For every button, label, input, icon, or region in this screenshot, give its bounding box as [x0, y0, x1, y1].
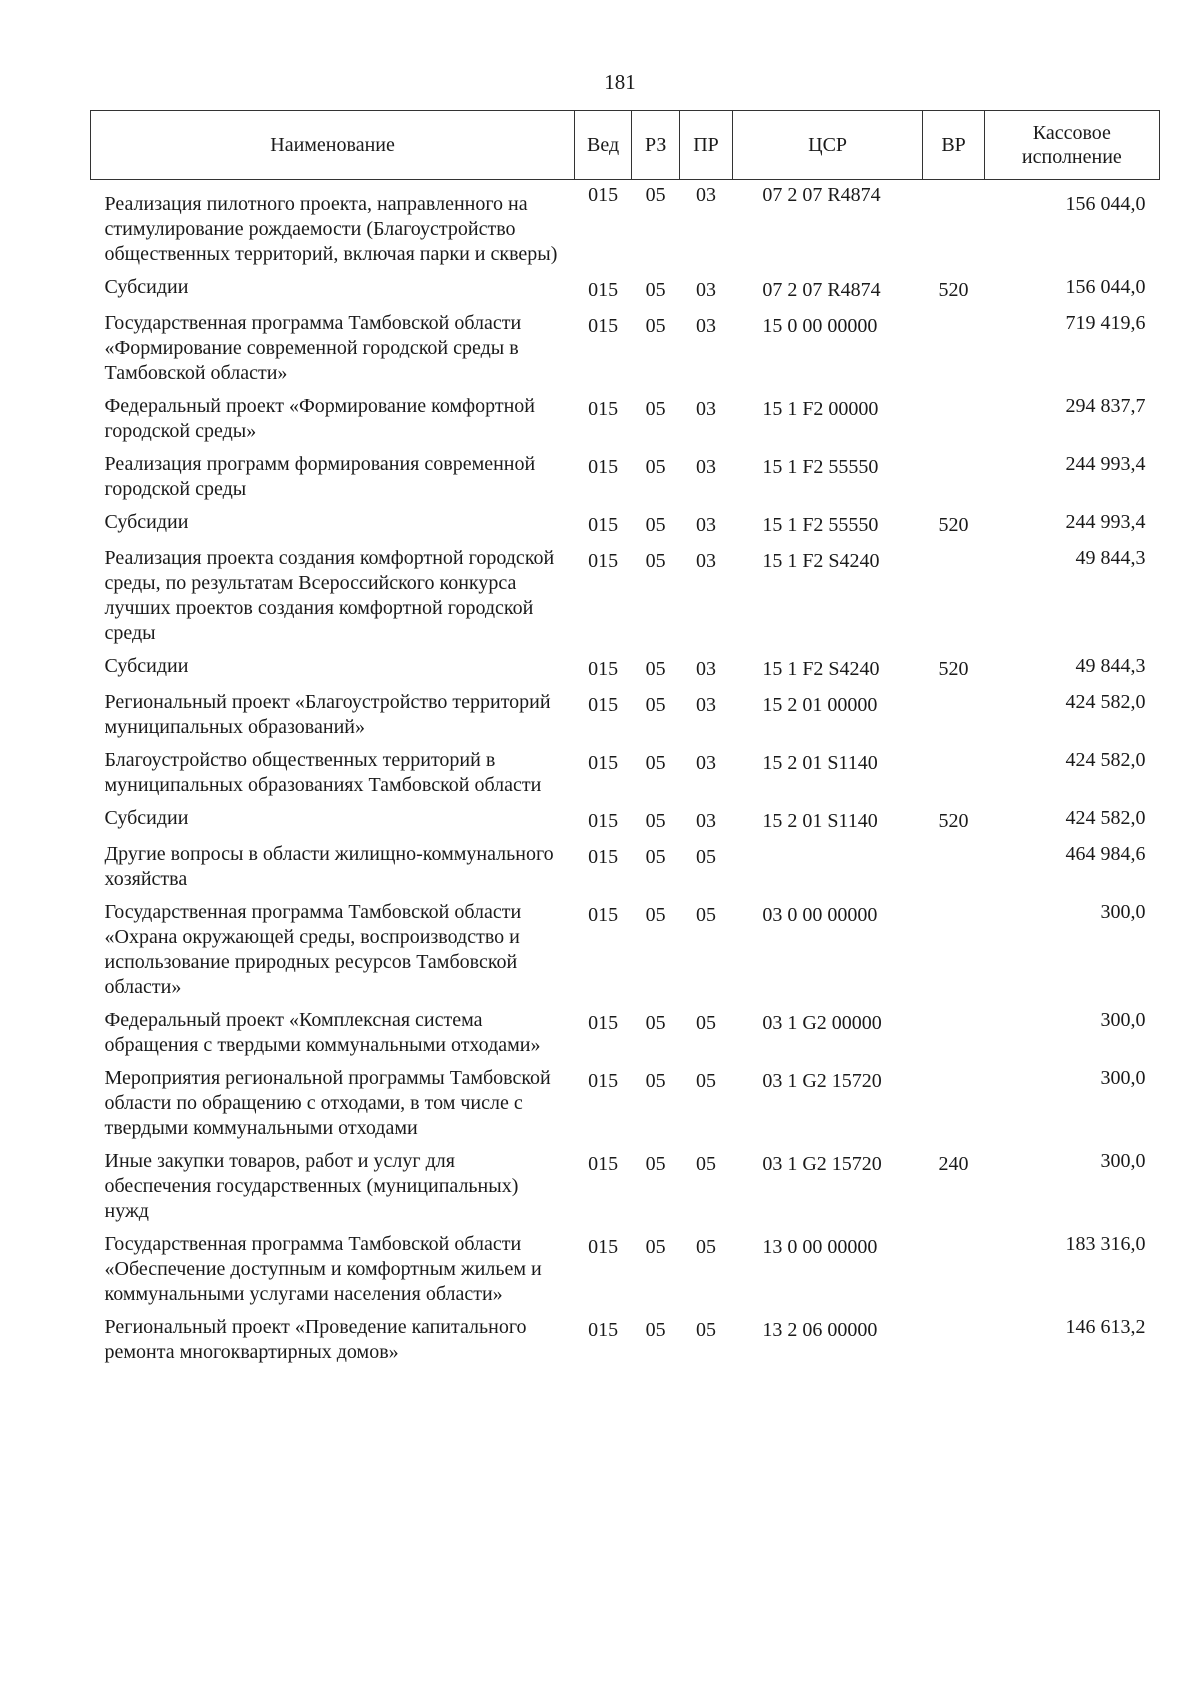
- cell-name: Государственная программа Тамбовской области «Охрана окружающей среды, воспроизводство и использование природных ресурсов Тамбовской области»: [104, 901, 522, 998]
- cell-sum: 300,0: [1100, 901, 1146, 923]
- cell-sum: 49 844,3: [1075, 655, 1146, 677]
- cell-vr: [923, 546, 984, 654]
- cell-ved: 015: [588, 398, 619, 420]
- cell-ved: 015: [588, 1070, 619, 1092]
- cell-pr: 05: [696, 1319, 717, 1341]
- table-header-row: [91, 111, 1160, 180]
- cell-name: Реализация пилотного проекта, направленного на стимулирование рождаемости (Благоустройство общественных территорий, включая парки и скверы): [104, 193, 558, 265]
- cell-name: Субсидии: [104, 276, 189, 298]
- cell-csr: 15 1 F2 S4240: [762, 658, 880, 680]
- budget-execution-table: [90, 110, 1160, 1373]
- cell-vr: [923, 311, 984, 394]
- cell-pr: 05: [696, 1012, 717, 1034]
- table-row: [91, 452, 1160, 510]
- cell-rz: 05: [645, 1236, 666, 1258]
- table-row: [91, 1315, 1160, 1373]
- table-row: [91, 748, 1160, 806]
- cell-rz: 05: [645, 279, 666, 301]
- cell-pr: 05: [696, 1153, 717, 1175]
- table-row: [91, 842, 1160, 900]
- table-row: [91, 275, 1160, 311]
- cell-ved: 015: [588, 550, 619, 572]
- cell-vr: [923, 690, 984, 748]
- cell-name: Субсидии: [104, 511, 189, 533]
- cell-sum: 300,0: [1100, 1009, 1146, 1031]
- cell-pr: 05: [696, 1236, 717, 1258]
- cell-ved: 015: [588, 279, 619, 301]
- cell-csr: 15 2 01 S1140: [762, 810, 878, 832]
- cell-rz: 05: [645, 694, 666, 716]
- cell-vr: [923, 748, 984, 806]
- cell-ved: 015: [588, 184, 619, 206]
- cell-name: Реализация программ формирования современной городской среды: [104, 453, 536, 500]
- cell-csr: 03 0 00 00000: [762, 904, 878, 926]
- cell-vr: [923, 842, 984, 900]
- cell-csr: [732, 842, 923, 900]
- cell-rz: 05: [645, 810, 666, 832]
- cell-pr: 05: [696, 904, 717, 926]
- cell-name: Региональный проект «Благоустройство территорий муниципальных образований»: [104, 691, 551, 738]
- cell-name: Благоустройство общественных территорий в муниципальных образованиях Тамбовской области: [104, 749, 542, 796]
- cell-sum: 156 044,0: [1065, 276, 1146, 298]
- cell-csr: 15 1 F2 S4240: [762, 550, 880, 572]
- cell-name: Субсидии: [104, 655, 189, 677]
- cell-pr: 03: [696, 315, 717, 337]
- cell-vr: [923, 180, 984, 276]
- cell-csr: 07 2 07 R4874: [762, 279, 881, 301]
- cell-csr: 15 2 01 S1140: [762, 752, 878, 774]
- cell-sum: 146 613,2: [1065, 1316, 1146, 1338]
- cell-csr: 15 0 00 00000: [762, 315, 878, 337]
- cell-pr: 03: [696, 456, 717, 478]
- cell-pr: 03: [696, 398, 717, 420]
- cell-rz: 05: [645, 1319, 666, 1341]
- cell-vr: [923, 1066, 984, 1149]
- header-ved: Вед: [575, 111, 632, 180]
- cell-ved: 015: [588, 752, 619, 774]
- cell-ved: 015: [588, 694, 619, 716]
- table-row: [91, 180, 1160, 276]
- cell-vr: [923, 1232, 984, 1315]
- table-row: [91, 546, 1160, 654]
- cell-rz: 05: [645, 752, 666, 774]
- table-row: [91, 311, 1160, 394]
- cell-sum: 464 984,6: [1065, 843, 1146, 865]
- cell-rz: 05: [645, 315, 666, 337]
- cell-sum: 424 582,0: [1065, 749, 1146, 771]
- table-row: [91, 1232, 1160, 1315]
- cell-rz: 05: [645, 904, 666, 926]
- cell-rz: 05: [645, 846, 666, 868]
- cell-vr: [923, 900, 984, 1008]
- cell-sum: 49 844,3: [1075, 547, 1146, 569]
- cell-csr: 15 2 01 00000: [762, 694, 878, 716]
- table-body: [91, 180, 1160, 1374]
- cell-sum: 294 837,7: [1065, 395, 1146, 417]
- cell-name: Иные закупки товаров, работ и услуг для обеспечения государственных (муниципальных) нужд: [104, 1150, 519, 1222]
- cell-name: Субсидии: [104, 807, 189, 829]
- cell-pr: 03: [696, 810, 717, 832]
- cell-vr: 240: [938, 1153, 969, 1175]
- cell-name: Другие вопросы в области жилищно-коммунального хозяйства: [104, 843, 554, 890]
- cell-name: Федеральный проект «Комплексная система обращения с твердыми коммунальными отходами»: [104, 1009, 541, 1056]
- cell-csr: 15 1 F2 55550: [762, 514, 879, 536]
- cell-vr: 520: [938, 279, 969, 301]
- cell-sum: 719 419,6: [1065, 312, 1146, 334]
- cell-ved: 015: [588, 1012, 619, 1034]
- cell-name: Мероприятия региональной программы Тамбовской области по обращению с отходами, в том числе с твердыми коммунальными отходами: [104, 1067, 551, 1139]
- header-name: Наименование: [91, 111, 575, 180]
- cell-ved: 015: [588, 810, 619, 832]
- cell-rz: 05: [645, 550, 666, 572]
- cell-csr: 03 1 G2 00000: [762, 1012, 882, 1034]
- cell-rz: 05: [645, 514, 666, 536]
- cell-sum: 300,0: [1100, 1150, 1146, 1172]
- cell-rz: 05: [645, 456, 666, 478]
- cell-csr: 03 1 G2 15720: [762, 1153, 882, 1175]
- cell-vr: 520: [938, 810, 969, 832]
- cell-pr: 03: [696, 550, 717, 572]
- cell-ved: 015: [588, 1319, 619, 1341]
- cell-ved: 015: [588, 846, 619, 868]
- table-row: [91, 1008, 1160, 1066]
- cell-name: Реализация проекта создания комфортной городской среды, по результатам Всероссийского конкурса лучших проектов создания комфортной городской среды: [104, 547, 555, 644]
- cell-sum: 300,0: [1100, 1067, 1146, 1089]
- cell-sum: 183 316,0: [1065, 1233, 1146, 1255]
- cell-pr: 03: [696, 514, 717, 536]
- cell-ved: 015: [588, 1236, 619, 1258]
- cell-csr: 03 1 G2 15720: [762, 1070, 882, 1092]
- cell-name: Федеральный проект «Формирование комфортной городской среды»: [104, 395, 535, 442]
- cell-name: Региональный проект «Проведение капитального ремонта многоквартирных домов»: [104, 1316, 527, 1363]
- cell-name: Государственная программа Тамбовской области «Формирование современной городской среды в Тамбовской области»: [104, 312, 522, 384]
- cell-ved: 015: [588, 514, 619, 536]
- cell-sum: 424 582,0: [1065, 807, 1146, 829]
- cell-pr: 05: [696, 846, 717, 868]
- cell-ved: 015: [588, 1153, 619, 1175]
- cell-rz: 05: [645, 398, 666, 420]
- cell-rz: 05: [645, 1012, 666, 1034]
- cell-pr: 03: [696, 658, 717, 680]
- cell-pr: 03: [696, 184, 717, 206]
- cell-vr: 520: [938, 658, 969, 680]
- cell-pr: 03: [696, 694, 717, 716]
- cell-ved: 015: [588, 456, 619, 478]
- header-vr: ВР: [923, 111, 984, 180]
- cell-csr: 13 0 00 00000: [762, 1236, 878, 1258]
- table-row: [91, 806, 1160, 842]
- table-row: [91, 900, 1160, 1008]
- cell-csr: 13 2 06 00000: [762, 1319, 878, 1341]
- table-row: [91, 1066, 1160, 1149]
- cell-name: Государственная программа Тамбовской области «Обеспечение доступным и комфортным жильем и коммунальными услугами населения области»: [104, 1233, 542, 1305]
- cell-pr: 05: [696, 1070, 717, 1092]
- cell-pr: 03: [696, 279, 717, 301]
- table-row: [91, 654, 1160, 690]
- table-row: [91, 690, 1160, 748]
- cell-vr: [923, 1008, 984, 1066]
- cell-sum: 424 582,0: [1065, 691, 1146, 713]
- cell-rz: 05: [645, 1070, 666, 1092]
- header-pr: ПР: [680, 111, 733, 180]
- cell-vr: [923, 394, 984, 452]
- cell-ved: 015: [588, 904, 619, 926]
- cell-rz: 05: [645, 658, 666, 680]
- cell-csr: 07 2 07 R4874: [762, 184, 881, 206]
- cell-vr: [923, 1315, 984, 1373]
- header-csr: ЦСР: [732, 111, 923, 180]
- table-row: [91, 394, 1160, 452]
- cell-rz: 05: [645, 184, 666, 206]
- cell-vr: [923, 452, 984, 510]
- cell-csr: 15 1 F2 55550: [762, 456, 879, 478]
- table-row: [91, 1149, 1160, 1232]
- cell-sum: 244 993,4: [1065, 453, 1146, 475]
- cell-vr: 520: [938, 514, 969, 536]
- table-row: [91, 510, 1160, 546]
- cell-ved: 015: [588, 658, 619, 680]
- cell-csr: 15 1 F2 00000: [762, 398, 879, 420]
- header-rz: РЗ: [632, 111, 680, 180]
- cell-sum: 244 993,4: [1065, 511, 1146, 533]
- cell-pr: 03: [696, 752, 717, 774]
- header-sum: Кассовое исполнение: [984, 111, 1159, 180]
- page-number: 181: [604, 70, 636, 94]
- cell-rz: 05: [645, 1153, 666, 1175]
- cell-sum: 156 044,0: [1065, 193, 1146, 215]
- cell-ved: 015: [588, 315, 619, 337]
